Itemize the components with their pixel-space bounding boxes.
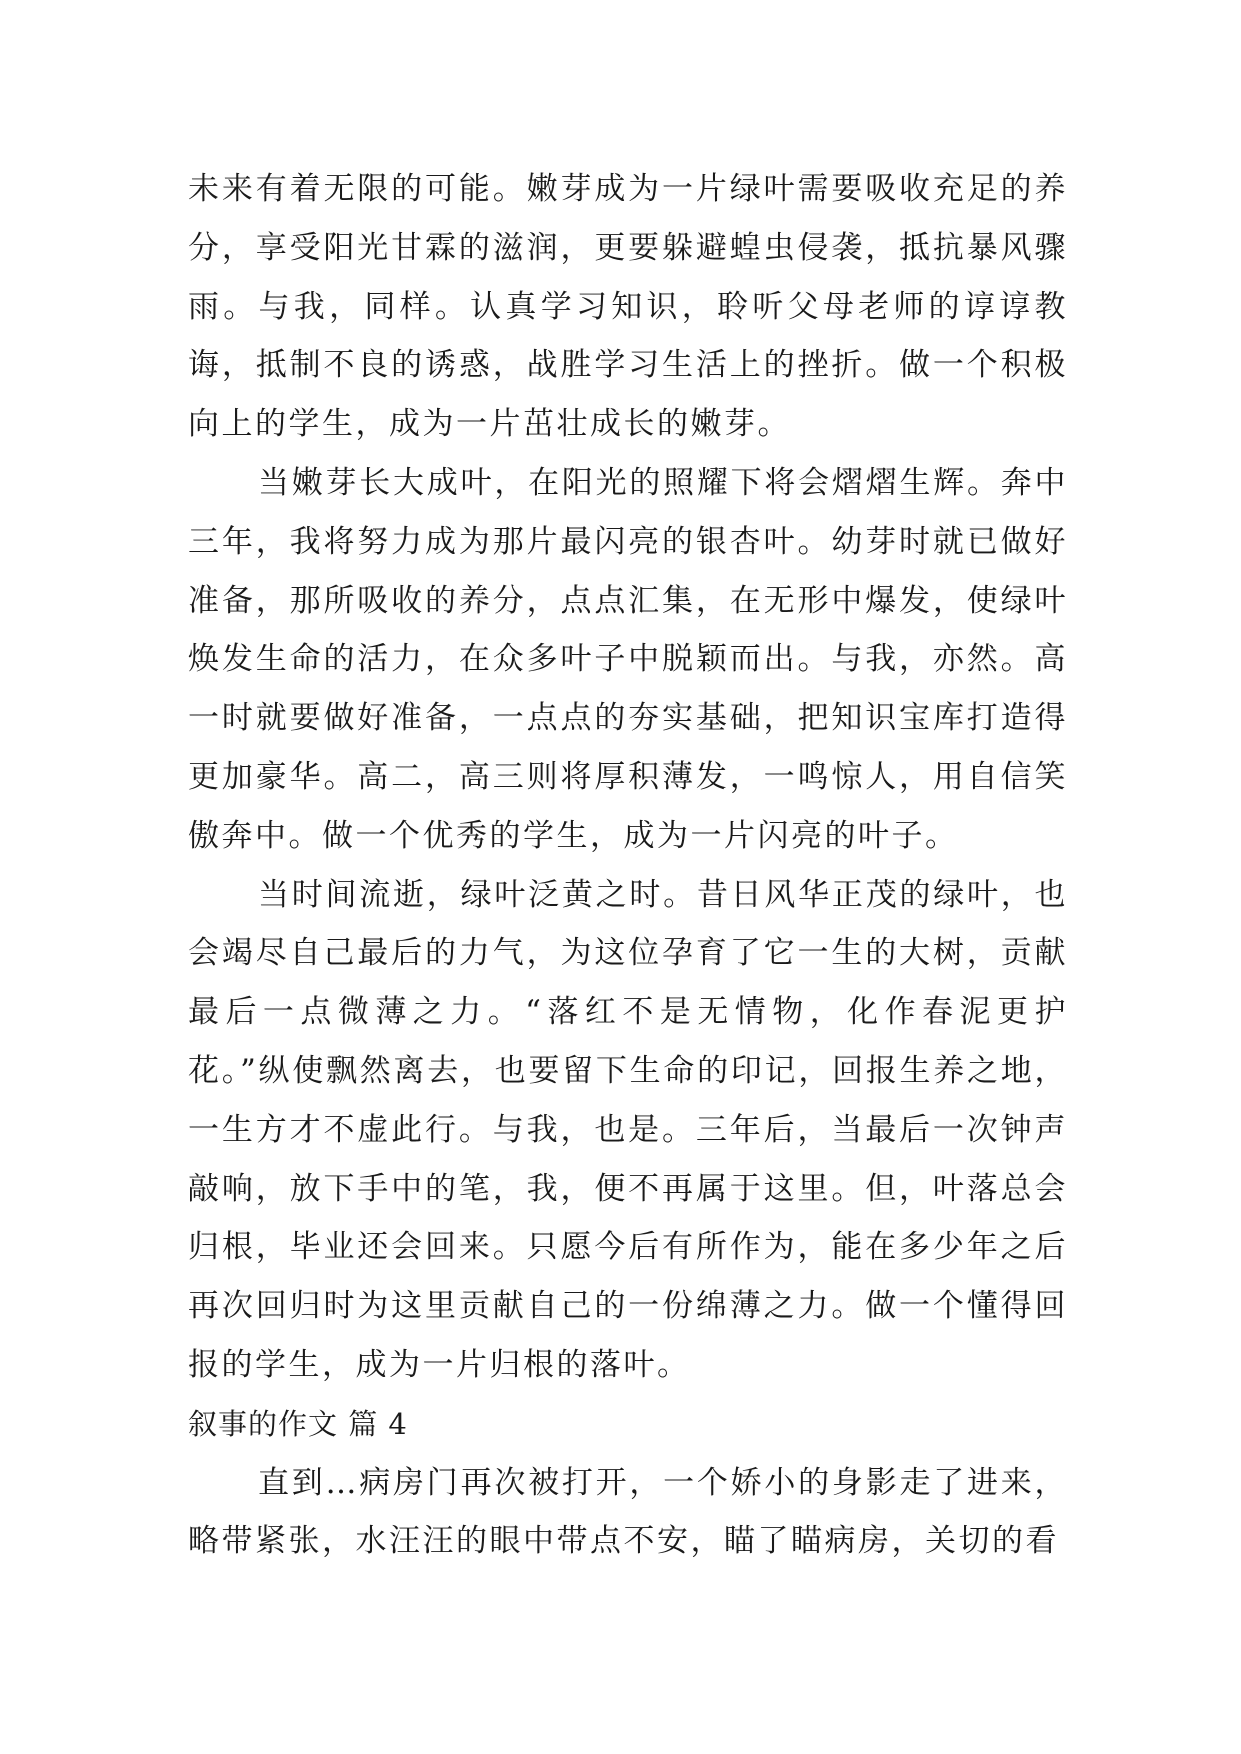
paragraph-3: 当时间流逝，绿叶泛黄之时。昔日风华正茂的绿叶，也会竭尽自己最后的力气，为这位孕育了它一生的大树，贡献最后一点微薄之力。“落红不是无情物，化作春泥更护花。”纵使飘然离去，也要留下生命的印记，回报生养之地，一生方才不虚此行。与我，也是。三年后，当最后一次钟声敲响，放下手中的笔，我，便不再属于这里。但，叶落总会归根，毕业还会回来。只愿今后有所作为，能在多少年之后再次回归时为这里贡献自己的一份绵薄之力。做一个懂得回报的学生，成为一片归根的落叶。 [188,876,1068,1383]
section-heading: 叙事的作文 篇 4 [188,1406,408,1441]
paragraph-1: 未来有着无限的可能。嫩芽成为一片绿叶需要吸收充足的养分，享受阳光甘霖的滋润，更要躲避蝗虫侵袭，抵抗暴风骤雨。与我，同样。认真学习知识，聆听父母老师的谆谆教诲，抵制不良的诱惑，战胜学习生活上的挫折。做一个积极向上的学生，成为一片茁壮成长的嫩芽。 [188,171,1068,443]
paragraph-4: 直到…病房门再次被打开，一个娇小的身影走了进来，略带紧张，水汪汪的眼中带点不安，瞄了瞄病房，关切的看 [188,1464,1068,1560]
document-body [188,160,1068,1571]
paragraph-2: 当嫩芽长大成叶，在阳光的照耀下将会熠熠生辉。奔中三年，我将努力成为那片最闪亮的银杏叶。幼芽时就已做好准备，那所吸收的养分，点点汇集，在无形中爆发，使绿叶焕发生命的活力，在众多叶子中脱颖而出。与我，亦然。高一时就要做好准备，一点点的夯实基础，把知识宝库打造得更加豪华。高二，高三则将厚积薄发，一鸣惊人，用自信笑傲奔中。做一个优秀的学生，成为一片闪亮的叶子。 [188,464,1068,854]
